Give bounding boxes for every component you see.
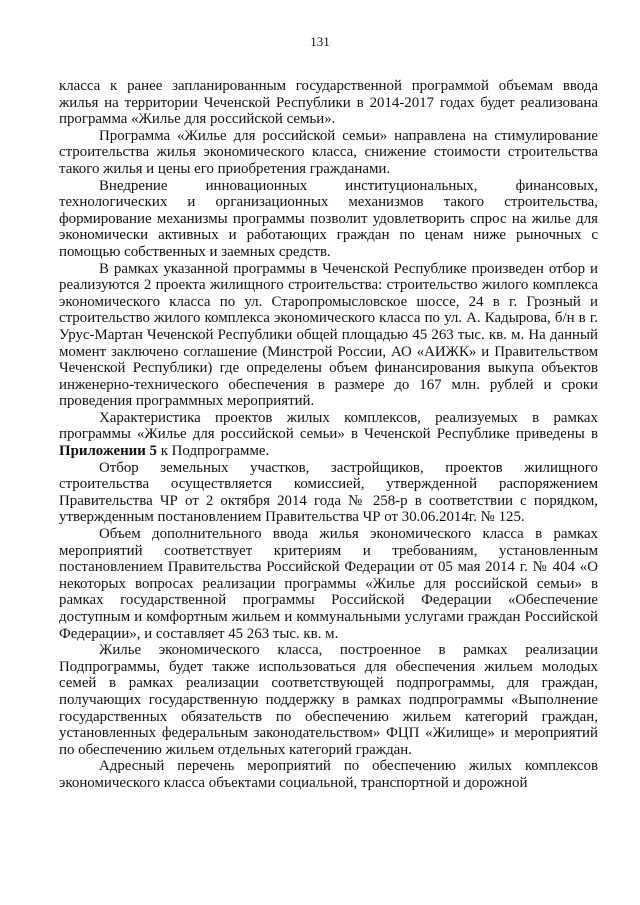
paragraph: Адресный перечень мероприятий по обеспечению жилых комплексов экономического класса объектами социальной, транспортной и дорожной (59, 758, 598, 791)
paragraph: Внедрение инновационных институциональных, финансовых, технологических и организационных механизмов такого строительства, формирование механизмы программы позволит удовлетворить спрос на жилье для экономически активных и работающих граждан по ценам ниже рыночных с помощью собственных и заемных средств. (59, 177, 598, 260)
paragraph: В рамках указанной программы в Чеченской Республике произведен отбор и реализуются 2 проекта жилищного строительства: строительство жилого комплекса экономического класса по ул. Старопромысловское шоссе, 24 в г. Грозный и строительство жилого комплекса экономического класса по ул. А. Кадырова, б/н в г. Урус-Мартан Чеченской Республики общей площадью 45 263 тыс. кв. м. На данный момент заключено соглашение (Минстрой России, АО «АИЖК» и Правительством Чеченской Республики) где определены объем финансирования выкупа объектов инженерно-технического обеспечения в размере до 167 млн. рублей и сроки проведения программных мероприятий. (59, 260, 598, 410)
paragraph: класса к ранее запланированным государственной программой объемам ввода жилья на территории Чеченской Республики в 2014-2017 годах будет реализована программа «Жилье для российской семьи». (59, 78, 598, 128)
paragraph: Жилье экономического класса, построенное в рамках реализации Подпрограммы, будет также использоваться для обеспечения жильем молодых семей в рамках реализации соответствующей подпрограммы, для граждан, получающих государственную поддержку в рамках подпрограммы «Выполнение государственных обязательств по обеспечению жильем категорий граждан, установленных федеральным законодательством» ФЦП «Жилище» и мероприятий по обеспечению жильем отдельных категорий граждан. (59, 642, 598, 758)
paragraph: Программа «Жилье для российской семьи» направлена на стимулирование строительства жилья экономического класса, снижение стоимости строительства такого жилья и цены его приобретения гражданами. (59, 127, 598, 177)
page-number: 131 (310, 34, 330, 49)
paragraph-text: Характеристика проектов жилых комплексов, реализуемых в рамках программы «Жилье для российской семьи» в Чеченской Республике приведены в (59, 409, 598, 443)
paragraph-text: к Подпрограмме. (157, 443, 270, 460)
paragraph: Отбор земельных участков, застройщиков, проектов жилищного строительства осуществляется комиссией, утвержденной распоряжением Правительства ЧР от 2 октября 2014 года № 258-р в соответствии с порядком, утвержденным постановлением Правительства ЧР от 30.06.2014г. № 125. (59, 459, 598, 526)
page-body (59, 78, 598, 792)
appendix-reference: Приложении 5 (59, 443, 157, 460)
paragraph (59, 410, 598, 460)
paragraph: Объем дополнительного ввода жилья экономического класса в рамках мероприятий соответствует критериям и требованиям, установленным постановлением Правительства Российской Федерации от 05 мая 2014 г. № 404 «О некоторых вопросах реализации программы «Жилье для российской семьи» в рамках государственной программы Российской Федерации «Обеспечение доступным и комфортным жильем и коммунальными услугами граждан Российской Федерации», и составляет 45 263 тыс. кв. м. (59, 526, 598, 642)
